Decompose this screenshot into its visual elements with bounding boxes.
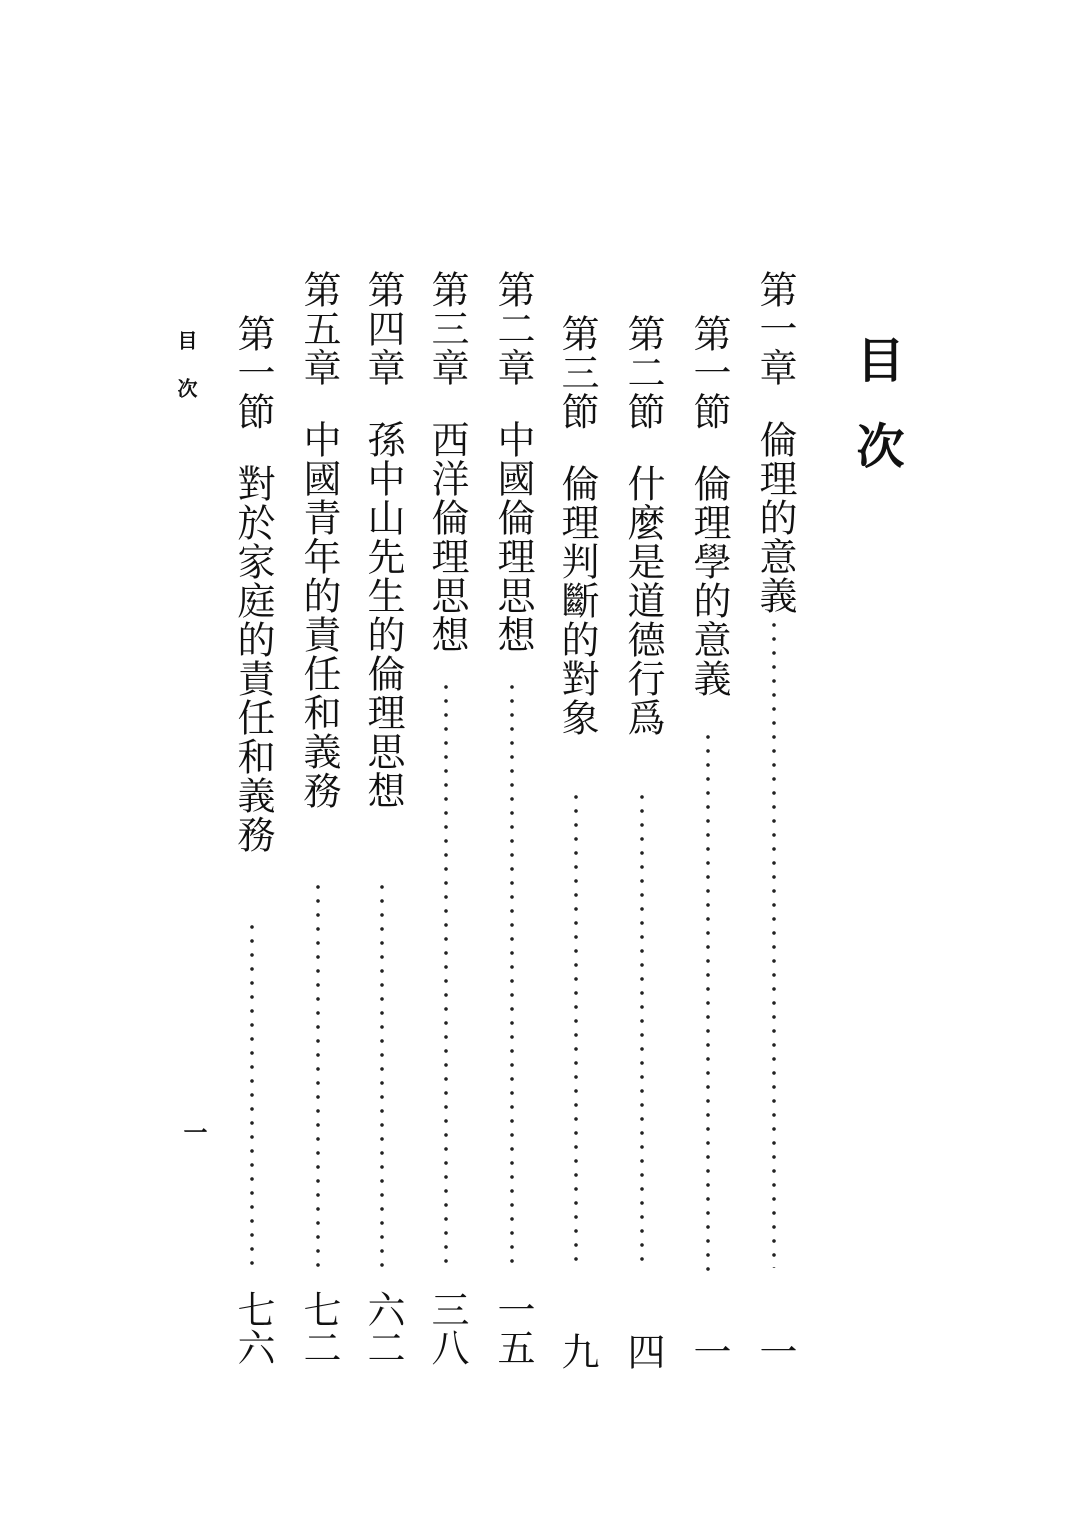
entry-label: 第二節: [621, 314, 665, 431]
dot-leader: [509, 680, 515, 1270]
dot-leader: [315, 880, 321, 1270]
entry-page-number: 七二: [297, 1290, 341, 1366]
entry-title: 什麼是道德行爲: [621, 464, 665, 737]
toc-entry: [752, 270, 798, 1380]
entry-label: 第三節: [555, 314, 599, 431]
entry-page-number: 三八: [425, 1290, 469, 1366]
toc-entry: [230, 270, 276, 1380]
entry-page-number: 七六: [231, 1290, 275, 1366]
entry-page-number: 一: [753, 1332, 797, 1370]
dot-leader: [639, 790, 645, 1270]
toc-entry: [554, 270, 600, 1380]
toc-entry: [424, 270, 470, 1380]
page-title: 目次: [848, 335, 904, 507]
entry-page-number: 六二: [361, 1290, 405, 1366]
entry-title: 倫理學的意義: [687, 464, 731, 698]
dot-leader: [249, 920, 255, 1270]
dot-leader: [573, 790, 579, 1270]
entry-label: 第三章: [425, 270, 469, 387]
entry-title: 倫理的意義: [753, 420, 797, 615]
toc-entry: [490, 270, 536, 1380]
entry-label: 第一節: [231, 314, 275, 431]
toc-entry: [360, 270, 406, 1380]
dot-leader: [771, 618, 777, 1268]
entry-page-number: 一五: [491, 1290, 535, 1366]
toc-entry: [620, 270, 666, 1380]
entry-title: 倫理判斷的對象: [555, 464, 599, 737]
entry-label: 第二章: [491, 270, 535, 387]
dot-leader: [705, 730, 711, 1275]
entry-title: 中國青年的責任和義務: [297, 420, 341, 810]
entry-label: 第五章: [297, 270, 341, 387]
entry-title: 孫中山先生的倫理思想: [361, 420, 405, 810]
entry-page-number: 四: [621, 1332, 665, 1370]
toc-entry: [296, 270, 342, 1380]
running-head: 目次: [174, 330, 198, 426]
entry-label: 第一節: [687, 314, 731, 431]
folio-page-number: 一: [179, 1120, 208, 1144]
entry-label: 第一章: [753, 270, 797, 387]
entry-title: 西洋倫理思想: [425, 420, 469, 654]
entry-title: 對於家庭的責任和義務: [231, 464, 275, 854]
entry-label: 第四章: [361, 270, 405, 387]
entry-page-number: 一: [687, 1332, 731, 1370]
dot-leader: [379, 880, 385, 1270]
entry-page-number: 九: [555, 1332, 599, 1370]
dot-leader: [443, 680, 449, 1270]
toc-entry: [686, 270, 732, 1380]
entry-title: 中國倫理思想: [491, 420, 535, 654]
